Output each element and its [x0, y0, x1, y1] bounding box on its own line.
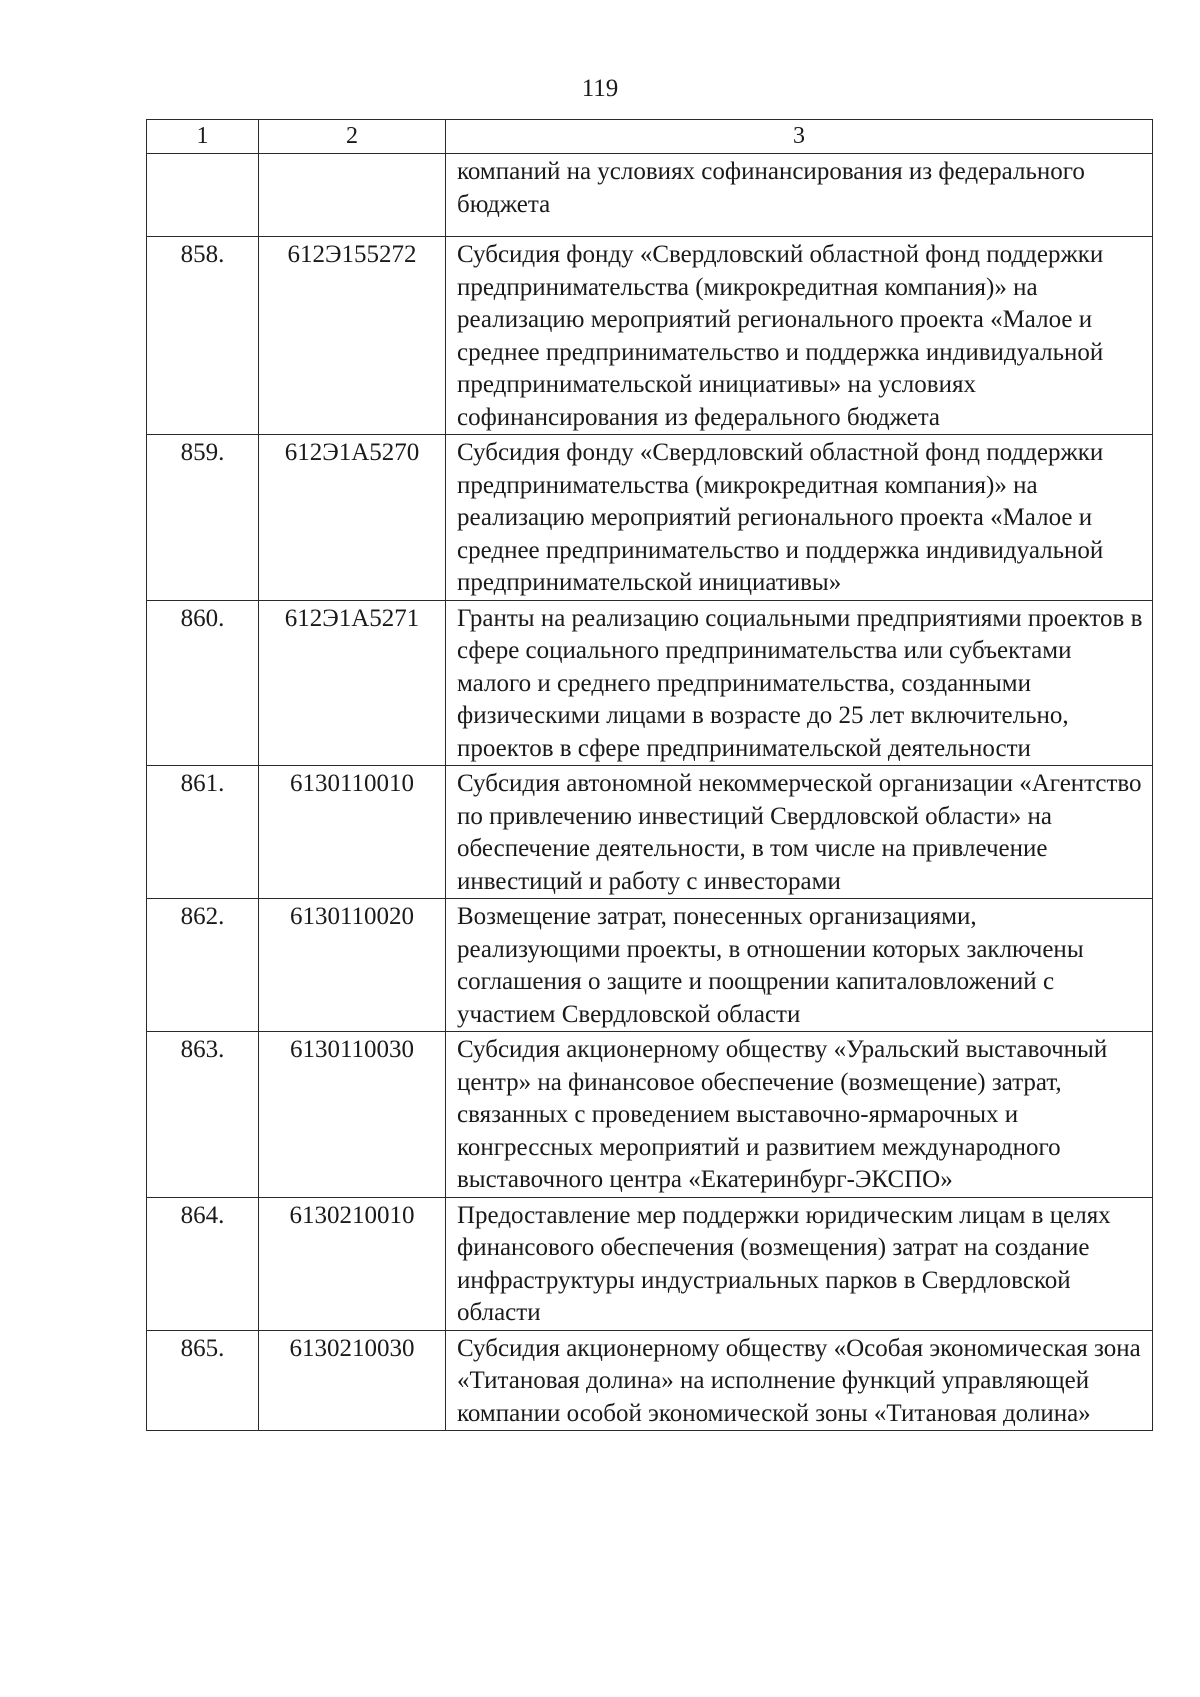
row-description-cell: Предоставление мер поддержки юридическим лицам в целях финансового обеспечения (возмещения) затрат на создание инфраструктуры индустриальных парков в Свердловской области — [446, 1197, 1153, 1330]
column-header-3: 3 — [446, 120, 1153, 154]
row-code-cell: 6130210010 — [259, 1197, 446, 1330]
table-row — [147, 600, 1153, 766]
row-description-cell: Субсидия фонду «Свердловский областной фонд поддержки предпринимательства (микрокредитная компания)» на реализацию мероприятий регионального проекта «Малое и среднее предпринимательство и поддержка индивидуальной предпринимательской инициативы» — [446, 435, 1153, 601]
row-number-cell — [147, 154, 259, 237]
row-code-cell: 6130110010 — [259, 766, 446, 899]
budget-codes-table — [146, 119, 1153, 1431]
row-code-cell: 612Э1А5271 — [259, 600, 446, 766]
row-number-cell: 862. — [147, 899, 259, 1032]
table-row-continuation — [147, 154, 1153, 237]
table-row — [147, 237, 1153, 435]
column-header-2: 2 — [259, 120, 446, 154]
page-number: 119 — [581, 75, 619, 102]
row-number-cell: 863. — [147, 1032, 259, 1198]
row-code-cell — [259, 154, 446, 237]
column-header-1: 1 — [147, 120, 259, 154]
row-description-cell: Субсидия акционерному обществу «Уральский выставочный центр» на финансовое обеспечение (возмещение) затрат, связанных с проведением выставочно-ярмарочных и конгрессных мероприятий и развитием международного выставочного центра «Екатеринбург-ЭКСПО» — [446, 1032, 1153, 1198]
row-description-cell: Возмещение затрат, понесенных организациями, реализующими проекты, в отношении которых заключены соглашения о защите и поощрении капиталовложений с участием Свердловской области — [446, 899, 1153, 1032]
row-code-cell: 612Э155272 — [259, 237, 446, 435]
table-row — [147, 1330, 1153, 1431]
table-row — [147, 1032, 1153, 1198]
table-header-row — [147, 120, 1153, 154]
row-number-cell: 860. — [147, 600, 259, 766]
row-code-cell: 6130210030 — [259, 1330, 446, 1431]
row-number-cell: 861. — [147, 766, 259, 899]
row-description-cell: компаний на условиях софинансирования из федерального бюджета — [446, 154, 1153, 237]
table-row — [147, 899, 1153, 1032]
row-description-cell: Субсидия фонду «Свердловский областной фонд поддержки предпринимательства (микрокредитная компания)» на реализацию мероприятий регионального проекта «Малое и среднее предпринимательство и поддержка индивидуальной предпринимательской инициативы» на условиях софинансирования из федерального бюджета — [446, 237, 1153, 435]
row-code-cell: 6130110020 — [259, 899, 446, 1032]
table-row — [147, 1197, 1153, 1330]
row-code-cell: 6130110030 — [259, 1032, 446, 1198]
row-number-cell: 858. — [147, 237, 259, 435]
row-description-cell: Субсидия автономной некоммерческой организации «Агентство по привлечению инвестиций Свердловской области» на обеспечение деятельности, в том числе на привлечение инвестиций и работу с инвесторами — [446, 766, 1153, 899]
table-row — [147, 435, 1153, 601]
row-description-cell: Гранты на реализацию социальными предприятиями проектов в сфере социального предпринимательства или субъектами малого и среднего предпринимательства, созданными физическими лицами в возрасте до 25 лет включительно, проектов в сфере предпринимательской деятельности — [446, 600, 1153, 766]
row-code-cell: 612Э1А5270 — [259, 435, 446, 601]
row-description-cell: Субсидия акционерному обществу «Особая экономическая зона «Титановая долина» на исполнение функций управляющей компании особой экономической зоны «Титановая долина» — [446, 1330, 1153, 1431]
table-row — [147, 766, 1153, 899]
row-number-cell: 865. — [147, 1330, 259, 1431]
row-number-cell: 859. — [147, 435, 259, 601]
row-number-cell: 864. — [147, 1197, 259, 1330]
